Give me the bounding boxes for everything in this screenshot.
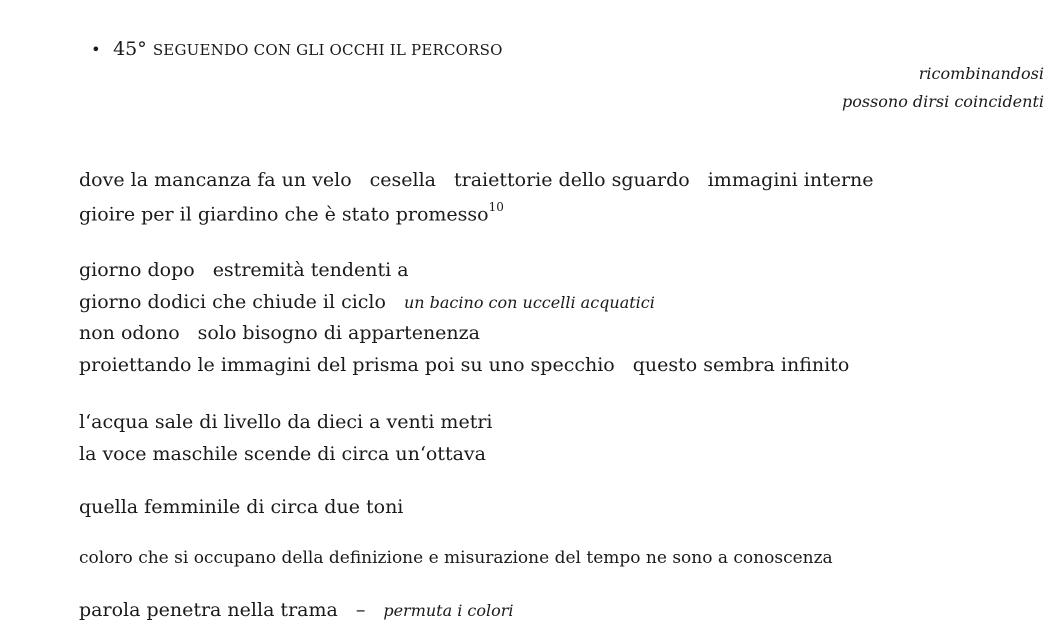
- stanza3-line1: l‘acqua sale di livello da dieci a venti metri: [79, 411, 493, 433]
- stanza1-line1: [79, 171, 874, 190]
- stanza3-line2: la voce maschile scende di circa un‘ottava: [79, 443, 486, 465]
- text-segment: gioire per il giardino che è stato promesso: [79, 203, 489, 226]
- stanza2-line1: [79, 261, 409, 280]
- stanza2-line2: [79, 293, 655, 312]
- text-segment: non odono: [79, 322, 180, 344]
- epigraph-line-1: ricombinandosi: [918, 64, 1044, 83]
- stanza5-line1: coloro che si occupano della definizione e misurazione del tempo ne sono a conoscenza: [79, 548, 833, 568]
- stanza6-line1: [79, 601, 514, 620]
- text-segment: proiettando le immagini del prisma poi su uno specchio: [79, 354, 615, 376]
- text-segment: dove la mancanza fa un velo: [79, 169, 352, 191]
- dash: –: [355, 599, 366, 621]
- epigraph-line-2: possono dirsi coincidenti: [841, 92, 1044, 111]
- stanza1-line2: [79, 200, 504, 226]
- italic-segment: un bacino con uccelli acquatici: [403, 293, 655, 312]
- heading-title: SEGUENDO CON GLI OCCHI IL PERCORSO: [152, 41, 503, 59]
- text-segment: solo bisogno di appartenenza: [197, 322, 480, 344]
- text-segment: immagini interne: [707, 169, 874, 191]
- text-segment: cesella: [369, 169, 437, 191]
- bullet: •: [91, 40, 101, 59]
- stanza4-line1: quella femminile di circa due toni: [79, 496, 404, 518]
- stanza2-line3: [79, 324, 480, 343]
- text-segment: parola penetra nella trama: [79, 599, 338, 621]
- section-heading: [79, 16, 503, 60]
- footnote-marker: 10: [488, 200, 504, 214]
- text-segment: giorno dopo: [79, 259, 195, 281]
- heading-degree: 45°: [113, 38, 147, 60]
- text-segment: traiettorie dello sguardo: [454, 169, 690, 191]
- text-segment: estremità tendenti a: [212, 259, 409, 281]
- italic-segment: permuta i colori: [383, 601, 514, 620]
- stanza2-line4: [79, 356, 849, 375]
- text-segment: giorno dodici che chiude il ciclo: [79, 291, 386, 313]
- text-segment: questo sembra infinito: [632, 354, 850, 376]
